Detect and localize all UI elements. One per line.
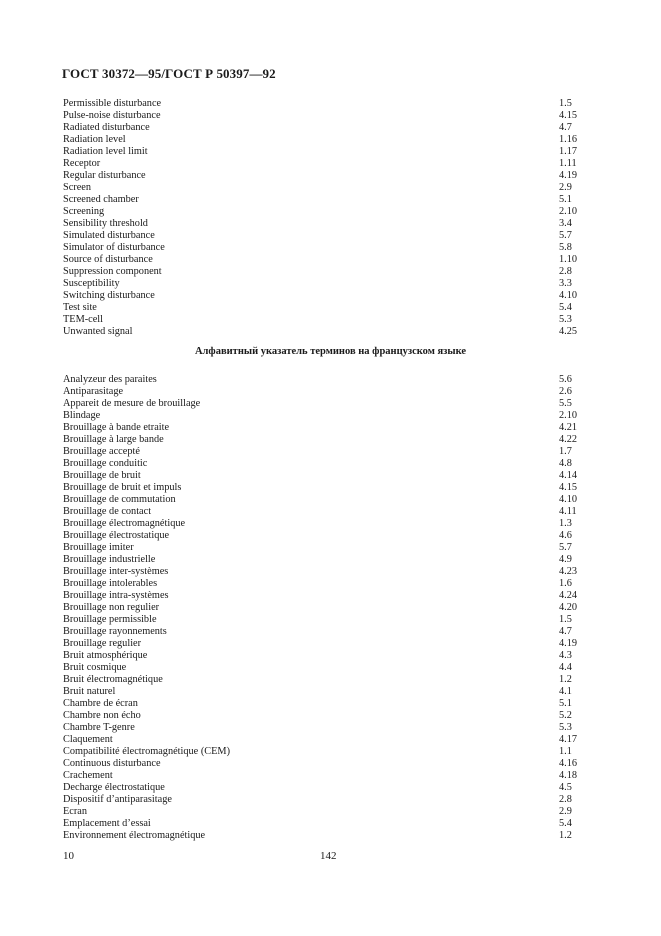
index-term: Chambre de écran	[63, 698, 138, 709]
index-entry	[63, 206, 583, 218]
index-entry	[63, 290, 583, 302]
index-entry	[63, 806, 583, 818]
index-term: Pulse-noise disturbance	[63, 110, 161, 121]
index-entry	[63, 734, 583, 746]
index-term: Screened chamber	[63, 194, 139, 205]
page-number-left: 10	[63, 850, 74, 862]
index-entry	[63, 530, 583, 542]
index-term: Analyzeur des paraites	[63, 374, 157, 385]
index-entry	[63, 470, 583, 482]
index-entry	[63, 98, 583, 110]
index-ref: 4.14	[559, 470, 578, 481]
index-term: Radiation level limit	[63, 146, 148, 157]
index-ref: 4.17	[559, 734, 578, 745]
index-ref: 3.3	[559, 278, 572, 289]
index-ref: 4.18	[559, 770, 578, 781]
index-ref: 5.1	[559, 698, 572, 709]
index-term: Brouillage électrostatique	[63, 530, 170, 541]
index-ref: 5.5	[559, 398, 572, 409]
index-ref: 1.11	[559, 158, 577, 169]
index-ref: 5.6	[559, 374, 572, 385]
index-term: Screen	[63, 182, 92, 193]
index-term: Bruit électromagnétique	[63, 674, 163, 685]
index-entry	[63, 506, 583, 518]
index-entry	[63, 374, 583, 386]
index-ref: 4.1	[559, 686, 572, 697]
index-term: Susceptibility	[63, 278, 120, 289]
index-term: Screening	[63, 206, 105, 217]
index-ref: 4.16	[559, 758, 578, 769]
index-ref: 4.10	[559, 494, 578, 505]
index-term: Brouillage de contact	[63, 506, 152, 517]
index-term: Brouillage imiter	[63, 542, 134, 553]
index-entry	[63, 818, 583, 830]
index-entry	[63, 758, 583, 770]
index-entry	[63, 182, 583, 194]
index-ref: 1.5	[559, 98, 572, 109]
index-ref: 5.4	[559, 302, 572, 313]
index-ref: 1.2	[559, 830, 572, 841]
index-term: Simulator of disturbance	[63, 242, 165, 253]
index-ref: 2.8	[559, 266, 572, 277]
index-term: Simulated disturbance	[63, 230, 155, 241]
index-ref: 1.16	[559, 134, 578, 145]
index-ref: 1.7	[559, 446, 572, 457]
index-entry	[63, 230, 583, 242]
index-term: Bruit cosmique	[63, 662, 127, 673]
index-entry	[63, 686, 583, 698]
index-ref: 2.9	[559, 806, 572, 817]
index-ref: 4.24	[559, 590, 578, 601]
index-term: Brouillage permissible	[63, 614, 157, 625]
index-ref: 5.3	[559, 314, 572, 325]
index-entry	[63, 158, 583, 170]
index-term: Unwanted signal	[63, 326, 133, 337]
index-ref: 2.10	[559, 206, 578, 217]
index-entry	[63, 134, 583, 146]
index-term: Brouillage regulier	[63, 638, 142, 649]
index-ref: 4.15	[559, 110, 578, 121]
index-ref: 4.20	[559, 602, 578, 613]
index-term: Chambre T-genre	[63, 722, 135, 733]
index-term: Chambre non écho	[63, 710, 141, 721]
index-term: Environnement électromagnétique	[63, 830, 206, 841]
index-entry	[63, 722, 583, 734]
index-ref: 3.4	[559, 218, 572, 229]
index-term: Antiparasitage	[63, 386, 124, 397]
index-ref: 2.8	[559, 794, 572, 805]
index-entry	[63, 302, 583, 314]
index-ref: 4.11	[559, 506, 577, 517]
index-term: Decharge électrostatique	[63, 782, 165, 793]
index-term: Regular disturbance	[63, 170, 146, 181]
index-entry	[63, 494, 583, 506]
index-entry	[63, 398, 583, 410]
index-entry	[63, 578, 583, 590]
index-entry	[63, 326, 583, 338]
index-term: Compatibilité électromagnétique (CEM)	[63, 746, 230, 757]
index-ref: 4.19	[559, 638, 578, 649]
index-entry	[63, 254, 583, 266]
index-entry	[63, 410, 583, 422]
index-term: Sensibility threshold	[63, 218, 148, 229]
index-entry	[63, 266, 583, 278]
index-term: Brouillage intra-systèmes	[63, 590, 169, 601]
index-term: Brouillage électromagnétique	[63, 518, 186, 529]
index-entry	[63, 746, 583, 758]
index-term: Permissible disturbance	[63, 98, 162, 109]
index-ref: 5.7	[559, 542, 572, 553]
index-entry	[63, 554, 583, 566]
index-entry	[63, 170, 583, 182]
index-term: Appareit de mesure de brouillage	[63, 398, 201, 409]
index-term: Bruit naturel	[63, 686, 116, 697]
document-header: ГОСТ 30372—95/ГОСТ Р 50397—92	[62, 66, 276, 81]
index-entry	[63, 110, 583, 122]
index-term: Source of disturbance	[63, 254, 153, 265]
index-entry	[63, 662, 583, 674]
index-entry	[63, 482, 583, 494]
index-ref: 5.8	[559, 242, 572, 253]
index-entry	[63, 674, 583, 686]
index-term: Brouillage rayonnements	[63, 626, 167, 637]
index-term: Dispositif d’antiparasitage	[63, 794, 172, 805]
english-index-list	[63, 98, 583, 338]
index-entry	[63, 710, 583, 722]
index-term: Brouillage intolerables	[63, 578, 158, 589]
index-ref: 4.7	[559, 122, 572, 133]
index-ref: 5.4	[559, 818, 572, 829]
index-entry	[63, 626, 583, 638]
index-ref: 5.7	[559, 230, 572, 241]
index-term: Test site	[63, 302, 97, 313]
index-entry	[63, 614, 583, 626]
index-entry	[63, 122, 583, 134]
index-entry	[63, 194, 583, 206]
index-ref: 4.10	[559, 290, 578, 301]
index-ref: 4.6	[559, 530, 572, 541]
index-entry	[63, 770, 583, 782]
index-entry	[63, 446, 583, 458]
index-ref: 5.1	[559, 194, 572, 205]
index-entry	[63, 650, 583, 662]
index-entry	[63, 602, 583, 614]
index-term: Brouillage de bruit et impuls	[63, 482, 182, 493]
index-term: Brouillage conduitic	[63, 458, 148, 469]
index-term: Claquement	[63, 734, 113, 745]
index-ref: 4.22	[559, 434, 578, 445]
index-ref: 4.15	[559, 482, 578, 493]
index-ref: 1.10	[559, 254, 578, 265]
index-term: Bruit atmosphérique	[63, 650, 148, 661]
index-term: Brouillage industrielle	[63, 554, 156, 565]
index-term: Crachement	[63, 770, 113, 781]
index-entry	[63, 590, 583, 602]
index-term: Brouillage à bande etraite	[63, 422, 170, 433]
index-term: TEM-cell	[63, 314, 104, 325]
index-term: Brouillage de commutation	[63, 494, 176, 505]
index-term: Brouillage inter-systèmes	[63, 566, 169, 577]
index-entry	[63, 146, 583, 158]
index-term: Brouillage à large bande	[63, 434, 164, 445]
index-term: Suppression component	[63, 266, 162, 277]
index-ref: 4.23	[559, 566, 578, 577]
index-entry	[63, 518, 583, 530]
index-entry	[63, 314, 583, 326]
index-entry	[63, 566, 583, 578]
index-entry	[63, 698, 583, 710]
index-ref: 2.6	[559, 386, 572, 397]
index-ref: 4.19	[559, 170, 578, 181]
index-entry	[63, 458, 583, 470]
index-term: Emplacement d’essai	[63, 818, 151, 829]
page-number-center: 142	[320, 850, 337, 862]
index-ref: 5.2	[559, 710, 572, 721]
index-ref: 1.17	[559, 146, 578, 157]
index-term: Blindage	[63, 410, 101, 421]
index-entry	[63, 278, 583, 290]
index-term: Receptor	[63, 158, 101, 169]
index-entry	[63, 386, 583, 398]
index-ref: 1.2	[559, 674, 572, 685]
index-ref: 1.3	[559, 518, 572, 529]
index-ref: 5.3	[559, 722, 572, 733]
french-index-title: Алфавитный указатель терминов на французском языке	[194, 346, 467, 357]
index-ref: 4.5	[559, 782, 572, 793]
index-term: Radiated disturbance	[63, 122, 150, 133]
index-ref: 4.7	[559, 626, 572, 637]
index-ref: 4.21	[559, 422, 578, 433]
index-entry	[63, 638, 583, 650]
index-term: Switching disturbance	[63, 290, 155, 301]
index-ref: 1.6	[559, 578, 572, 589]
index-term: Brouillage accepté	[63, 446, 140, 457]
index-term: Ecran	[63, 806, 88, 817]
index-entry	[63, 542, 583, 554]
index-entry	[63, 434, 583, 446]
index-entry	[63, 794, 583, 806]
index-ref: 4.3	[559, 650, 572, 661]
index-ref: 4.25	[559, 326, 578, 337]
index-ref: 4.4	[559, 662, 572, 673]
index-entry	[63, 422, 583, 434]
index-term: Brouillage non regulier	[63, 602, 160, 613]
index-entry	[63, 782, 583, 794]
index-ref: 1.1	[559, 746, 572, 757]
index-term: Continuous disturbance	[63, 758, 161, 769]
index-entry	[63, 242, 583, 254]
french-index-list	[63, 374, 583, 842]
index-ref: 2.9	[559, 182, 572, 193]
index-entry	[63, 830, 583, 842]
index-ref: 4.8	[559, 458, 572, 469]
index-ref: 2.10	[559, 410, 578, 421]
index-term: Radiation level	[63, 134, 126, 145]
index-ref: 1.5	[559, 614, 572, 625]
index-entry	[63, 218, 583, 230]
index-ref: 4.9	[559, 554, 572, 565]
index-term: Brouillage de bruit	[63, 470, 141, 481]
